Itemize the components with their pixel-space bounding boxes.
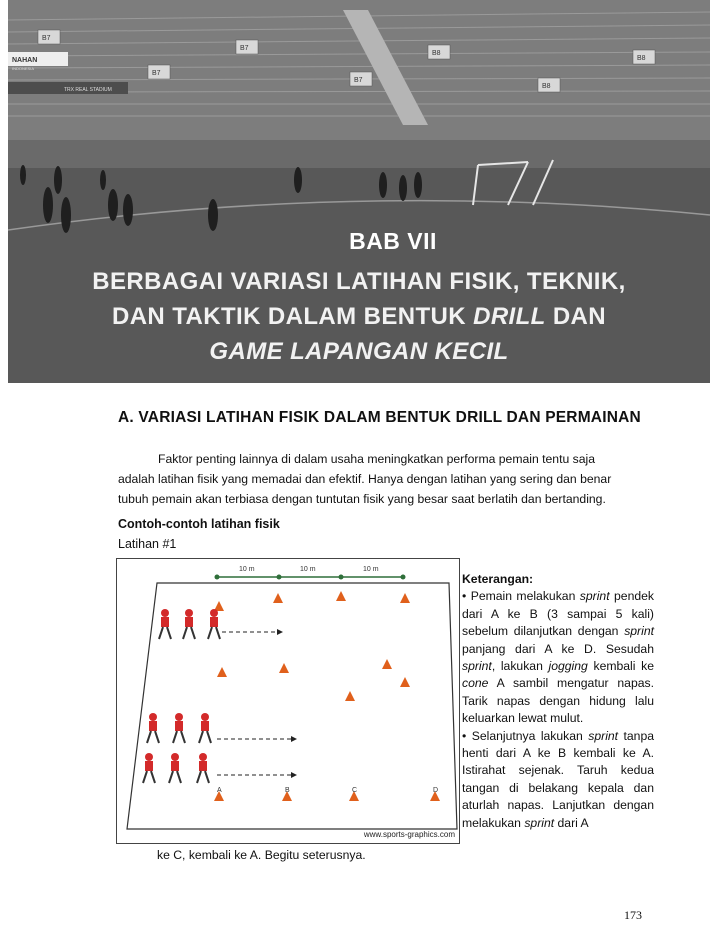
player-icon: [183, 609, 195, 639]
sign-label: B8: [432, 50, 441, 57]
cone: [336, 591, 346, 601]
player-icon: [197, 753, 209, 783]
chapter-title-line: BERBAGAI VARIASI LATIHAN FISIK, TEKNIK,: [92, 268, 626, 295]
player-icon: [169, 753, 181, 783]
player-icon: [208, 609, 220, 639]
sign-label: B8: [637, 55, 646, 62]
distance-label: 10 m: [239, 566, 255, 573]
explanation-bullet: • Selanjutnya lakukan sprint tanpa henti dari A ke B kembali ke A. Istirahat sejenak. Taruh kedua tangan di belakang kepala dan aturlah napas. Lanjutkan dengan melakukan sprint dari A: [462, 728, 655, 830]
drill-diagram: [116, 558, 460, 844]
body-paragraph: Faktor penting lainnya di dalam usaha meningkatkan performa pemain tentu saja adalah latihan fisik yang memadai dan efektif. Hanya dengan latihan yang sering dan benar tubuh pemain akan terbiasa dengan tuntutan fisik yang besar saat berlatih dan bertanding.: [118, 452, 612, 506]
cone-row-top: [214, 591, 440, 801]
drill-field: [117, 559, 461, 845]
ad-board-text: INDONESIA: [12, 66, 35, 71]
cone: [279, 663, 289, 673]
sign-label: B7: [354, 77, 363, 84]
exercise-label: Latihan #1: [118, 537, 177, 551]
chapter-title-line: GAME LAPANGAN KECIL: [209, 338, 509, 365]
sign-label: B7: [42, 35, 51, 42]
chapter-number: BAB VII: [349, 228, 437, 254]
cone: [400, 593, 410, 603]
field-outline: [127, 583, 457, 829]
cone: [273, 593, 283, 603]
sign-label: B8: [542, 83, 551, 90]
player-icon: [147, 713, 159, 743]
distance-label: 10 m: [363, 566, 379, 573]
player-icon: [159, 609, 171, 639]
continuation-text: ke C, kembali ke A. Begitu seterusnya.: [157, 848, 366, 862]
cone: [345, 691, 355, 701]
distance-label: 10 m: [300, 566, 316, 573]
chapter-title-line: DAN TAKTIK DALAM BENTUK DRILL DAN: [111, 303, 607, 330]
cone: [382, 659, 392, 669]
page-number: 173: [624, 908, 642, 922]
diagram-credit: www.sports-graphics.com: [363, 830, 455, 839]
explanation-title: Keterangan:: [462, 572, 534, 586]
player-icon: [173, 713, 185, 743]
ad-board-text: TRX REAL STADIUM: [64, 87, 112, 93]
cone: [217, 667, 227, 677]
section-heading: A. VARIASI LATIHAN FISIK DALAM BENTUK DRILL DAN PERMAINAN: [118, 409, 641, 426]
cone-label: C: [352, 787, 358, 794]
explanation-block: [462, 571, 654, 832]
ad-board-text: NAHAN: [12, 57, 38, 64]
sub-heading: Contoh-contoh latihan fisik: [118, 517, 280, 531]
player-icon: [199, 713, 211, 743]
chapter-banner: [8, 0, 710, 383]
player-icon: [143, 753, 155, 783]
player-group: [143, 609, 220, 783]
cone-label: B: [285, 787, 290, 794]
explanation-bullet: • Pemain melakukan sprint pendek dari A ke B (3 sampai 5 kali) sebelum dilanjutkan dengan sprint panjang dari A ke D. Sesudah sprint, lakukan jogging kembali ke cone A sambil mengatur napas. Tarik napas dengan hidung lalu keluarkan lewat mulut.: [462, 589, 654, 726]
cone: [400, 677, 410, 687]
sign-label: B7: [240, 45, 249, 52]
cone-label: A: [217, 787, 222, 794]
cone-label: D: [433, 787, 439, 794]
sign-label: B7: [152, 70, 161, 77]
